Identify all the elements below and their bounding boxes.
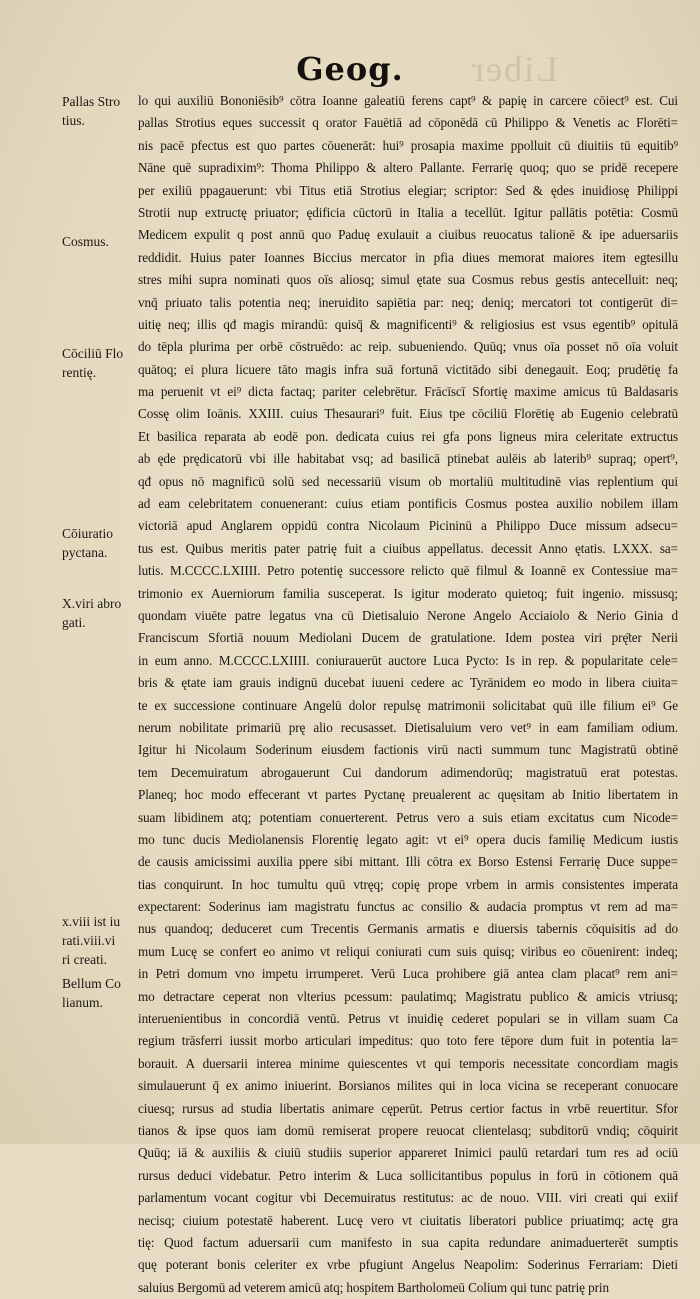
body-line: quę poterant bonis celeriter ex vrbe pfugiunt Angelus Neapolim: Soderinus Ferrariam: Dieti bbox=[138, 1257, 678, 1273]
marginal-note-line: tius. bbox=[62, 113, 85, 128]
body-line: per exiliū ppagauerunt: vbi Titus etiā Strotius elegiar; scriptor: Sed & ędes inuidiosę Philippi bbox=[138, 182, 678, 198]
body-line: ad eam celebritatem conuenerant: cuius etiam pontificis Cosmus postea auxilio nobilem illam bbox=[138, 496, 678, 512]
body-line: nis pacē pfectus est quo partes cōuenerāt: hui⁹ prosapia maxime ppolluit cū diuitiis tū equitib⁹ bbox=[138, 137, 678, 153]
body-line: Et basilica reparata ab eodē pon. dedicata cuius rei gfa pons ligneus mira celeritate extructus bbox=[138, 428, 678, 444]
marginal-note-bellum bbox=[62, 974, 138, 1012]
body-line: regium trāsferri iussit morbo articulari impeditus: quo toto fere tēpore dum fuit in potentia la= bbox=[138, 1033, 678, 1049]
body-line: quondam viuēte patre legatus vna cū Dietisaluio Nerone Angelo Acciaiolo & Nerio Ginia d bbox=[138, 607, 678, 623]
body-line: quātoq; ei plura licuere tāto magis infra suā fortunā victitādo sibi denegauit. Eoq; prudētię fa bbox=[138, 361, 678, 377]
marginal-note-concilium bbox=[62, 344, 138, 382]
marginal-note-line: rati.viii.vi bbox=[62, 933, 116, 948]
marginal-note-line: x.viii ist iu bbox=[62, 914, 121, 929]
show-through-text: Liber bbox=[470, 49, 558, 89]
body-line: interuenientibus in concordiā ventū. Petrus vt inuidię cederet populari se in villam suam Ca bbox=[138, 1011, 678, 1027]
body-line: uitię neq; illis qđ magis mirandū: quisq̄ & magnificenti⁹ & religiosius est vsus egentib⁹ opitulā bbox=[138, 316, 678, 332]
body-line: simulauerunt q̄ ex animo iniuerint. Borsianos milites qui in loca vicina se receperant conuocare bbox=[138, 1078, 678, 1094]
body-line: bris & ętate iam grauis indignū ducebat iuueni cedere ac Tyrānidem eo modo in libera ciuita= bbox=[138, 675, 678, 691]
body-line: Medicem expulit q post annū quo Paduę exulauit a ciuibus reuocatus talionē & ipe aduersariis bbox=[138, 227, 678, 243]
body-line: Planeq; hoc modo effecerant vt partes Pyctanę preualerent ac quęsitam ab Initio libertatem in bbox=[138, 787, 678, 803]
body-line: pallas Strotius eques successit q orator Fauētiā ad cōponēdā cū Philippo & Venetis ac Florēti= bbox=[138, 115, 678, 131]
body-line: tias conquirunt. In hoc tumultu quū vtręq; copię prope vrbem in armis consistentes imperata bbox=[138, 876, 678, 892]
body-line: nerum nobilitate primariū prę alio recusasset. Dietisaluium vero vet⁹ in eam familiam odium. bbox=[138, 719, 678, 735]
running-head: Geog. bbox=[296, 50, 404, 88]
body-line: tus est. Quibus meritis pater patrię fuit a ciuibus appellatus. decessit Anno ętatis. LXXX. sa= bbox=[138, 540, 678, 556]
marginal-note-line: Bellum Co bbox=[62, 976, 121, 991]
body-line: parlamentum vocant cogitur vbi Decemuiratus restitutus: ac de nouo. VIII. viri creati qui exiif bbox=[138, 1190, 678, 1206]
body-line: stres mihi supra nominati quos oīs aliosq; simul ętate sua Cosmus rebus gestis antecelluit: neq; bbox=[138, 272, 678, 288]
marginal-note-line: lianum. bbox=[62, 995, 103, 1010]
marginal-note-line: Cosmus. bbox=[62, 234, 109, 249]
body-line: tem Decemuiratum abrogauerunt Cui dandorum adimendorūq; magistratuū erat potestas. bbox=[138, 764, 678, 780]
body-line: in eum anno. M.CCCC.LXIIII. coniurauerūt auctore Luca Pycto: Is in rep. & popularitate cele= bbox=[138, 652, 678, 668]
marginal-note-coniuratio bbox=[62, 524, 138, 562]
marginal-note-line: Pallas Stro bbox=[62, 94, 121, 109]
marginal-note-xviri bbox=[62, 594, 138, 632]
body-line: Igitur hi Nicolaum Soderinum eiusdem factionis virū nacti summum tunc Magistratū obtinē bbox=[138, 742, 678, 758]
marginal-note-pallas bbox=[62, 92, 138, 130]
body-line: Strotii nup extructę priuator; ędificia cūctorū in Italia a tecellūt. Igitur pallātis potētia: Cosmū bbox=[138, 204, 678, 220]
body-text bbox=[138, 90, 678, 1299]
body-line: vnq̄ priuato talis potentia neq; ineruidito sapiētia par: neq; deniq; mercatori tot contigerūt di= bbox=[138, 294, 678, 310]
marginal-note-xviii bbox=[62, 912, 138, 969]
body-line: Cossę olim Ioānis. XXIII. cuius Thesaurari⁹ fuit. Eius tpe cōciliū Florētię ab Eugenio celebratū bbox=[138, 406, 678, 422]
marginal-note-line: X.viri abro bbox=[62, 596, 122, 611]
body-line: in Petri domum vno impetu irrumperet. Verū Luca prohibere giā antea clam placat⁹ rem ani= bbox=[138, 966, 678, 982]
body-line: rursus deduci videbatur. Petro interim & Luca sollicitantibus populus in forū in cōtionem quā bbox=[138, 1167, 678, 1183]
body-line: do tēpla plurima per orbē cōstruēdo: ac reip. subueniendo. Quūq; vnus oīa posset nō oīa voluit bbox=[138, 339, 678, 355]
body-line: expectarent: Soderinus iam magistratu functus ac consilio & audacia promptus vt rem ad ma= bbox=[138, 899, 678, 915]
body-line: qđ opus nō magnificū solū sed necessariū visum ob mortaliū multitudinē vias replentium qui bbox=[138, 473, 678, 489]
marginal-note-line: Cōiuratio bbox=[62, 526, 113, 541]
body-line: Franciscum Sfortiā nouum Mediolani Ducem de gratulatione. Idem postea viri prę̄ter Nerii bbox=[138, 630, 678, 646]
body-line: ciuesq; rursus ad studia libertatis animare cęperūt. Petrus certior factus in vrbē reuertitur. Sfor bbox=[138, 1100, 678, 1116]
body-line: ma peruenit vt ei⁹ dicta factaq; pariter celebrētur. Frācīscī Sfortię maxime amicus tū Baldasaris bbox=[138, 384, 678, 400]
marginal-note-line: rentię. bbox=[62, 365, 97, 380]
body-line: Nāne quē supradixim⁹: Thoma Philippo & altero Pallante. Ferrarię quoq; quo se pridē recepere bbox=[138, 160, 678, 176]
marginal-note-line: pyctana. bbox=[62, 545, 108, 560]
marginal-note-line: gati. bbox=[62, 615, 86, 630]
body-line: mum Lucę se confert eo animo vt reliqui coniurati cum suis quisq; viribus eo cōuenirent: indeq; bbox=[138, 943, 678, 959]
body-line: victoriā apud Anglarem oppidū contra Nicolaum Picininū a Philippo Duce missum adsecu= bbox=[138, 518, 678, 534]
body-line: borauit. A duersarii interea minime quiescentes vt qui temporis necessitate concordiam magis bbox=[138, 1055, 678, 1071]
body-line: reddidit. Huius pater Ioannes Biccius mercator in pfia diues memorat maiores item egtesillu bbox=[138, 249, 678, 265]
body-line: mo detractare ceperat non vlterius pcessum: paulatimq; Magistratu publico & amicis vtriusq; bbox=[138, 988, 678, 1004]
body-line: nus quandoq; deduceret cum Trecentis Germanis armatis e diuersis tabernis cōquisitis ad do bbox=[138, 921, 678, 937]
body-line: te ex successione continuare Angelū dolor repulsę matrimonii solicitabat quū ille filium ei⁹ Ge bbox=[138, 697, 678, 713]
body-line: tianos & ipse quos iam domū remiserat propere reuocat clientelasq; subditorū vndiq; cōquirit bbox=[138, 1122, 678, 1138]
marginal-note-line: ri creati. bbox=[62, 952, 107, 967]
body-line: suam libidinem atq; potentiam conuerterent. Petrus vero a suis etiam excitatus cum Nicode= bbox=[138, 809, 678, 825]
body-line: mo tunc ducis Mediolanensis Florentię legato agit: vt ei⁹ opera ducis familię Medicum iustis bbox=[138, 831, 678, 847]
body-line: ab ęde prędicatorū vbi ille habitabat vsq; ad basilicā ptinebat aulēis ab laterib⁹ supraq; opert⁹, bbox=[138, 451, 678, 467]
body-line: saluius Bergomū ad veterem amicū atq; hospitem Bartholomeū Colium qui tunc patrię prin bbox=[138, 1279, 609, 1295]
body-line: de causis amicissimi auxilia ppere sibi mittant. Illi cōtra ex Borso Estensi Ferrarię Duce suppe= bbox=[138, 854, 678, 870]
marginal-note-cosmus bbox=[62, 232, 138, 251]
body-line: tię: Quod factum aduersarii cum manifesto in sua capita redundare animaduerterēt sumptis bbox=[138, 1234, 678, 1250]
body-line: lo qui auxiliū Bononiēsib⁹ cōtra Ioanne galeatiū ferens capt⁹ & papię in carcere cōiect⁹ est. Cui bbox=[138, 93, 678, 108]
body-line: Quūq; iā & auxiliis & ciuiū studiis superior appareret Inimici paulū retardari tum res ad ociū bbox=[138, 1145, 678, 1161]
body-line: necisq; ciuium potestatē haberent. Lucę vero vt ciuitatis liberatori publice priuatimq; actę gra bbox=[138, 1212, 678, 1228]
marginal-note-line: Cōciliū Flo bbox=[62, 346, 124, 361]
body-line: trimonio ex Auerniorum familia susceperat. Is igitur moderato quietoq; fuit ingenio. missusq; bbox=[138, 585, 678, 601]
body-line: lutis. M.CCCC.LXIIII. Petro potentię successore relicto quē filmul & Ioannē ex Contessiue ma= bbox=[138, 563, 678, 579]
